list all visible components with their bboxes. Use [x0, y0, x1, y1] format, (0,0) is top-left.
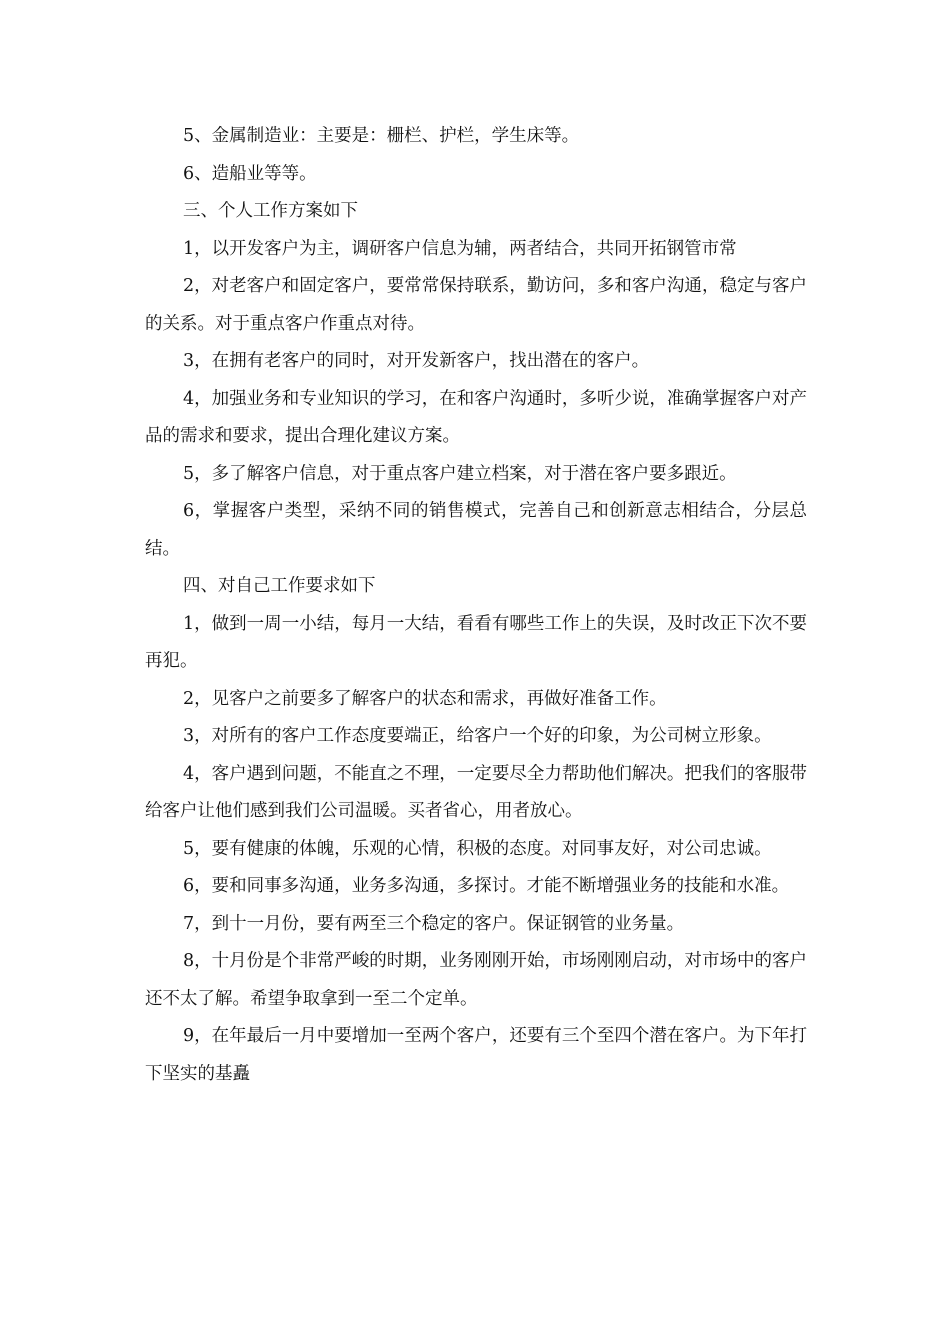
paragraph: 4，客户遇到问题，不能直之不理，一定要尽全力帮助他们解决。把我们的客服带给客户让他们感到我们公司温暖。买者省心，用者放心。: [145, 763, 807, 821]
document-body: [145, 118, 807, 1093]
section-heading: 四、对自己工作要求如下: [183, 576, 376, 596]
paragraph: 5，要有健康的体魄，乐观的心情，积极的态度。对同事友好，对公司忠诚。: [183, 838, 772, 859]
paragraph: 7，到十一月份，要有两至三个稳定的客户。保证钢管的业务量。: [183, 913, 685, 934]
paragraph: 5，多了解客户信息，对于重点客户建立档案，对于潜在客户要多跟近。: [183, 463, 737, 484]
paragraph: 2，对老客户和固定客户，要常常保持联系，勤访问，多和客户沟通，稳定与客户的关系。对于重点客户作重点对待。: [145, 276, 807, 334]
section-heading: 三、个人工作方案如下: [183, 201, 358, 221]
paragraph: 6，要和同事多沟通，业务多沟通，多探讨。才能不断增强业务的技能和水准。: [183, 876, 790, 896]
paragraph: 2，见客户之前要多了解客户的状态和需求，再做好准备工作。: [183, 688, 667, 709]
paragraph: 3，对所有的客户工作态度要端正，给客户一个好的印象，为公司树立形象。: [183, 726, 772, 746]
paragraph: 6，掌握客户类型，采纳不同的销售模式，完善自己和创新意志相结合，分层总结。: [145, 501, 807, 559]
paragraph: 3，在拥有老客户的同时，对开发新客户，找出潜在的客户。: [183, 351, 650, 371]
paragraph: 4，加强业务和专业知识的学习，在和客户沟通时，多听少说，准确掌握客户对产品的需求和要求，提出合理化建议方案。: [145, 388, 807, 446]
paragraph: 5、金属制造业：主要是：栅栏、护栏，学生床等。: [183, 126, 580, 146]
paragraph: 6、造船业等等。: [183, 163, 317, 184]
paragraph: 9，在年最后一月中要增加一至两个客户，还要有三个至四个潜在客户。为下年打下坚实的基矗: [145, 1026, 807, 1084]
paragraph: 1，以开发客户为主，调研客户信息为辅，两者结合，共同开拓钢管市常: [183, 238, 737, 259]
paragraph: 8，十月份是个非常严峻的时期，业务刚刚开始，市场刚刚启动，对市场中的客户还不太了解。希望争取拿到一至二个定单。: [145, 951, 807, 1009]
paragraph: 1，做到一周一小结，每月一大结，看看有哪些工作上的失误，及时改正下次不要再犯。: [145, 613, 807, 671]
